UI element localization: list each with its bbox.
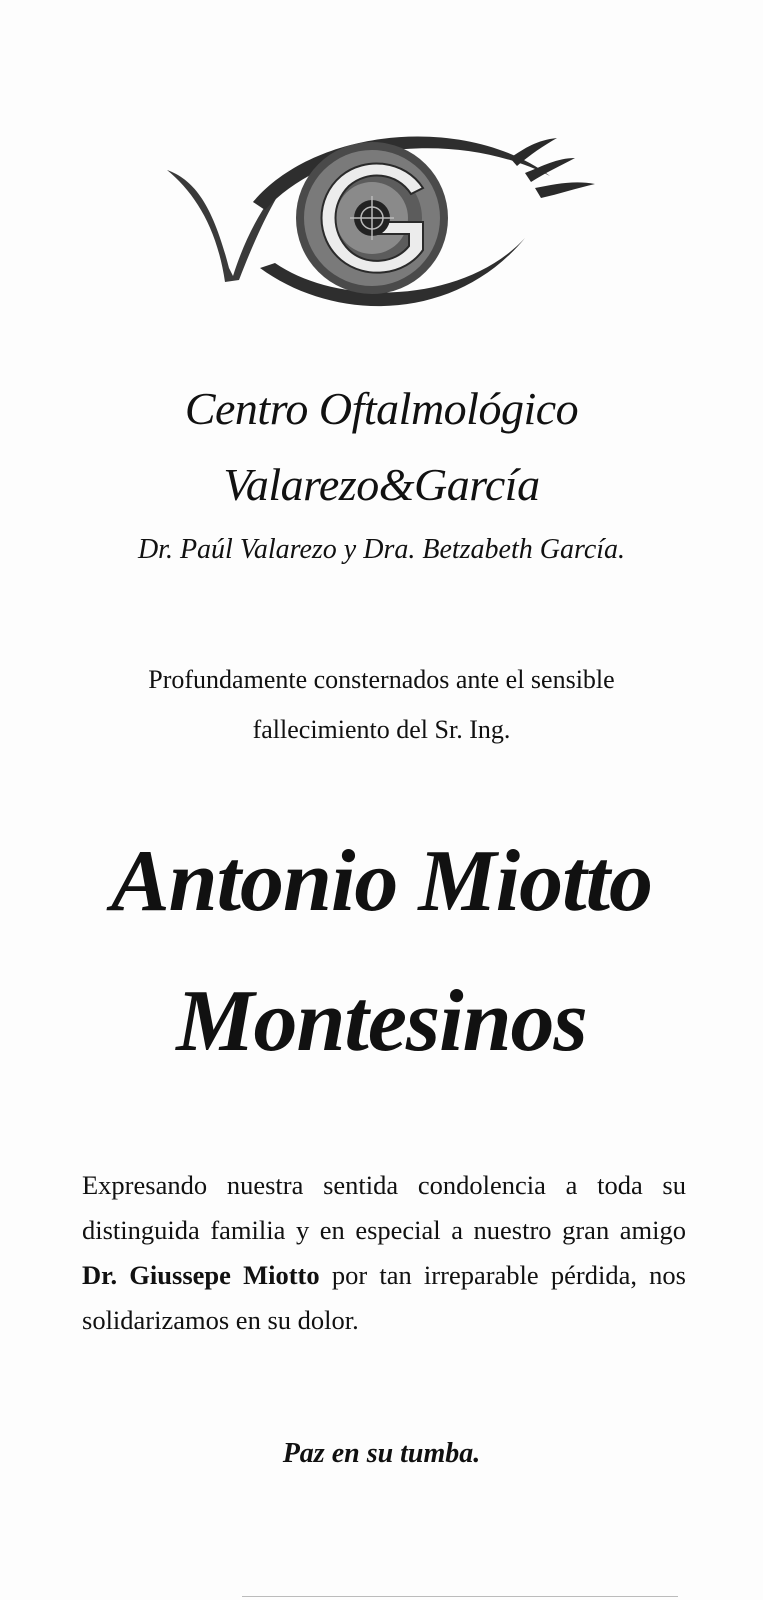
friend-name: Dr. Giussepe Miotto (82, 1260, 320, 1290)
eye-logo-icon (165, 118, 600, 328)
bottom-divider (242, 1596, 678, 1597)
clinic-name-line2: Valarezo&García (223, 459, 540, 510)
clinic-name-line1: Centro Oftalmológico (184, 383, 579, 434)
condolence-text-start: Expresando nuestra sentida condolencia a toda su distinguida familia y en especial a nuestro gran amigo (82, 1170, 686, 1245)
intro-line1: Profundamente consternados ante el sensible (148, 665, 615, 694)
condolence-paragraph (82, 1163, 686, 1343)
deceased-name-line2: Montesinos (176, 973, 587, 1070)
intro-line2: fallecimiento del Sr. Ing. (252, 715, 511, 744)
farewell-line: Paz en su tumba. (282, 1438, 481, 1469)
doctors-line: Dr. Paúl Valarezo y Dra. Betzabeth García. (137, 534, 626, 565)
condolence-text-end: por tan irreparable pérdida, nos solidarizamos en su dolor. (82, 1260, 686, 1335)
deceased-name-line1: Antonio Miotto (110, 833, 653, 930)
